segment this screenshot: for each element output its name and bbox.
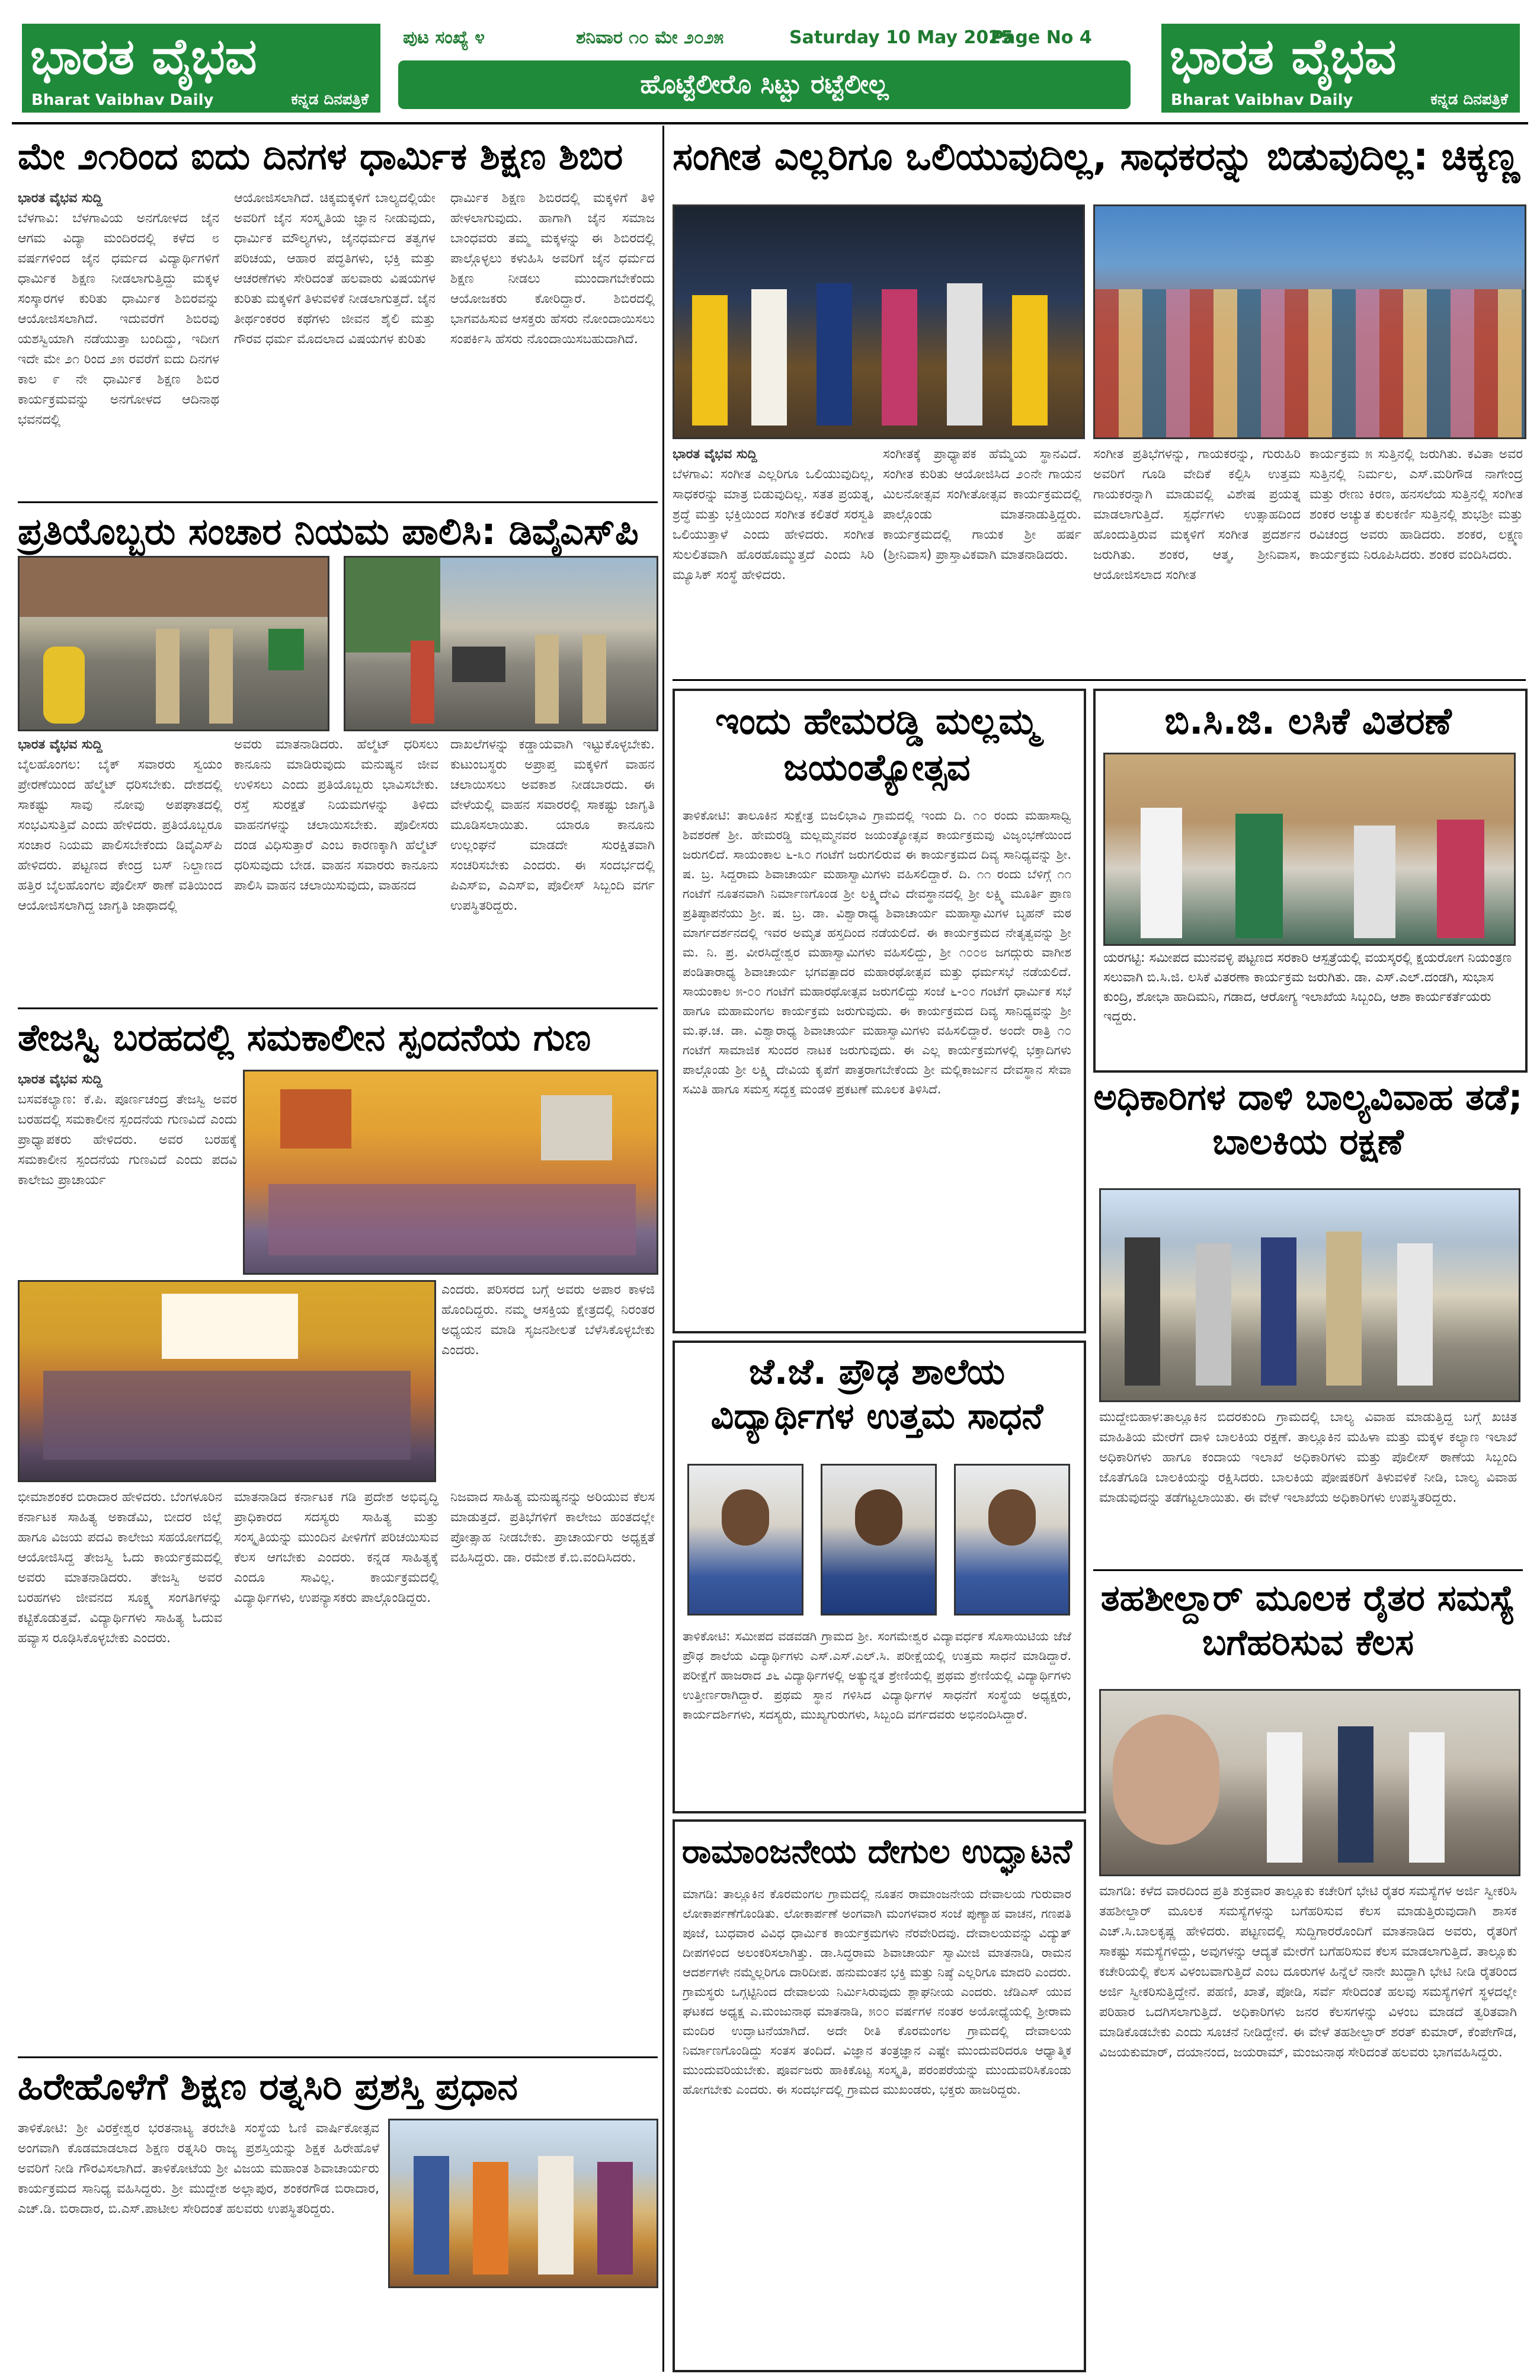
headline-bcg-vaccine: ಬಿ.ಸಿ.ಜಿ. ಲಸಿಕೆ ವಿತರಣೆ [1164, 699, 1452, 743]
article-1-col-3: ಧಾರ್ಮಿಕ ಶಿಕ್ಷಣ ಶಿಬಿರದಲ್ಲಿ ಮಕ್ಕಳಿಗೆ ತಿಳಿ ಹೇಳಲಾಗುವುದು. ಹಾಗಾಗಿ ಜೈನ ಸಮಾಜ ಬಾಂಧವರು ತಮ್ಮ ಮಕ್ಕಳನ್ನು ಈ ಶಿಬಿರದಲ್ಲಿ ಪಾಲ್ಗೊಳ್ಳಲು ಕಳುಹಿಸಿ ಅವರಿಗೆ ಜೈನ ಧರ್ಮದ ಶಿಕ್ಷಣ ನೀಡಲು ಮುಂದಾಗಬೇಕೆಂದು ಆಯೋಜಕರು ಕೋರಿದ್ದಾರೆ. ಶಿಬಿರದಲ್ಲಿ ಭಾಗವಹಿಸುವ ಆಸಕ್ತರು ಹೆಸರು ನೋಂದಾಯಿಸಲು ಸಂಪರ್ಕಿಸಿ ಹೆಸರು ನೊಂದಾಯಿಸಬಹುದಾಗಿದೆ. [450, 191, 655, 347]
masthead-logo-left [22, 24, 380, 113]
article-divider [18, 501, 658, 503]
article-4-body: ತಾಳಿಕೋಟಿ: ಶ್ರೀ ವಿರಕ್ತೇಶ್ವರ ಭರತನಾಟ್ಯ ತರಬೇತಿ ಸಂಸ್ಥೆಯ ಓಣಿ ವಾರ್ಷಿಕೋತ್ಸವ ಅಂಗವಾಗಿ ಕೊಡಮಾಡಲಾದ ಶಿಕ್ಷಣ ರತ್ನಸಿರಿ ರಾಜ್ಯ ಪ್ರಶಸ್ತಿಯನ್ನು ಶಿಕ್ಷಕ ಹಿರೇಹೊಳೆ ಅವರಿಗೆ ನೀಡಿ ಗೌರವಿಸಲಾಗಿದೆ. ತಾಳಿಕೋಟೆಯ ಶ್ರೀ ವಿಜಯ ಮಹಾಂತ ಶಿವಾಚಾರ್ಯರು ಕಾರ್ಯಕ್ರಮದ ಸಾನಿಧ್ಯ ವಹಿಸಿದ್ದರು. ಶ್ರೀ ಮುದ್ದೇಶ ಅಲ್ಲಾಪುರ, ಶಂಕರಗೌಡ ಬಿರಾದಾರ, ಎಚ್.ಡಿ. ಬಿರಾದಾರ, ಬಿ.ಎಸ್.ಪಾಟೀಲ ಸೇರಿದಂತೆ ಹಲವರು ಉಪಸ್ಥಿತರಿದ್ದರು. [18, 2121, 379, 2216]
byline: ಭಾರತ ವೈಭವ ಸುದ್ದಿ [18, 191, 103, 206]
article-divider [673, 679, 1526, 681]
logo-subtitle-en: Bharat Vaibhav Daily [1171, 91, 1353, 109]
article-10-body: ಮುದ್ದೇಬಿಹಾಳ:ತಾಲ್ಲೂಕಿನ ಬಿದರಕುಂದಿ ಗ್ರಾಮದಲ್ಲಿ ಬಾಲ್ಯ ವಿವಾಹ ಮಾಡುತ್ತಿದ್ದ ಬಗ್ಗೆ ಖಚಿತ ಮಾಹಿತಿಯ ಮೇರೆಗೆ ದಾಳಿ ಬಾಲಕಿಯ ರಕ್ಷಣೆ. ತಾಲ್ಲೂಕಿನ ಮಹಿಳಾ ಮತ್ತು ಮಕ್ಕಳ ಕಲ್ಯಾಣ ಇಲಾಖೆ ಅಧಿಕಾರಿಗಳು ಹಾಗೂ ಕಂದಾಯ ಇಲಾಖೆ ಅಧಿಕಾರಿಗಳು ಮತ್ತು ಪೊಲೀಸ್ ಠಾಣೆಯ ಸಿಬ್ಬಂದಿ ಜೊತೆಗೂಡಿ ಬಾಲಕಿಯನ್ನು ರಕ್ಷಿಸಿದರು. ಬಾಲಕಿಯ ಪೋಷಕರಿಗೆ ತಿಳುವಳಿಕೆ ನೀಡಿ, ಬಾಲ್ಯ ವಿವಾಹ ಮಾಡುವುದನ್ನು ತಡೆಗಟ್ಟಲಾಯಿತು. ಈ ವೇಳೆ ಇಲಾಖೆಯ ಅಧಿಕಾರಿಗಳು ಉಪಸ್ಥಿತರಿದ್ದರು. [1099, 1410, 1517, 1505]
headline-traffic-rules: ಪ್ರತಿಯೊಬ್ಬರು ಸಂಚಾರ ನಿಯಮ ಪಾಲಿಸಿ: ಡಿವೈಎಸ್‌ಪಿ [18, 510, 639, 553]
article-6-body: ತಾಳಿಕೋಟಿ: ತಾಲೂಕಿನ ಸುಕ್ಷೇತ್ರ ಬಿಜಲಿಭಾವಿ ಗ್ರಾಮದಲ್ಲಿ ಇಂದು ದಿ. ೧೦ ರಂದು ಮಹಾಸಾಧ್ವಿ ಶಿವಶರಣೆ ಶ್ರೀ. ಹೇಮರಡ್ಡಿ ಮಲ್ಲಮ್ಮನವರ ಜಯಂತ್ಯೋತ್ಸವ ಕಾರ್ಯಕ್ರಮವು ವಿಜೃಂಭಣೆಯಿಂದ ಜರುಗಲಿದೆ. ಸಾಯಂಕಾಲ ೬-೩೦ ಗಂಟೆಗೆ ಜರುಗಲಿರುವ ಈ ಕಾರ್ಯಕ್ರಮದ ದಿವ್ಯ ಸಾನಿಧ್ಯವನ್ನು ಶ್ರೀ. ಷ. ಬ್ರ. ಸಿದ್ದರಾಮ ಶಿವಾಚಾರ್ಯ ಮಹಾಸ್ವಾಮಿಗಳು ವಹಿಸಲಿದ್ದಾರೆ. ದಿ. ೧೧ ರಂದು ಬೆಳಿಗ್ಗೆ ೧೧ ಗಂಟೆಗೆ ನೂತನವಾಗಿ ನಿರ್ಮಾಣಗೊಂಡ ಶ್ರೀ ಲಕ್ಷ್ಮಿದೇವಿ ದೇವಸ್ಥಾನದಲ್ಲಿ ಶ್ರೀ ಲಕ್ಷ್ಮಿ ಮೂರ್ತಿ ಪ್ರಾಣ ಪ್ರತಿಷ್ಠಾಪನೆಯು ಶ್ರೀ. ಷ. ಬ್ರ. ಡಾ. ವಿಶ್ವಾರಾಧ್ಯ ಶಿವಾಚಾರ್ಯ ಮಹಾಸ್ವಾಮಿಗಳ ಬೃಹನ್ ಮಠ ಮಾರ್ಗದರ್ಶನದಲ್ಲಿ ಇವರ ಅಮೃತ ಹಸ್ತದಿಂದ ನಡೆಯಲಿದೆ. ಈ ಕಾರ್ಯಕ್ರಮದ ನೇತೃತ್ವವನ್ನು ಶ್ರೀ ಮ. ನಿ. ಪ್ರ. ವೀರಸಿದ್ದೇಶ್ವರ ಮಹಾಸ್ವಾಮಿಗಳು ವಹಿಸಲಿದ್ದು, ಶ್ರೀ ೧೦೦೮ ಜಗದ್ಗುರು ವಾಗೀಶ ಪಂಡಿತಾರಾಧ್ಯ ಶಿವಾಚಾರ್ಯ ಭಗವತ್ಪಾದರ ಮಹಾರಥೋತ್ಸವ ಮತ್ತು ಧರ್ಮಸಭೆ ನಡೆಯಲಿದೆ. ಸಾಯಂಕಾಲ ೫-೦೦ ಗಂಟೆಗೆ ಮಹಾರಥೋತ್ಸವ ಜರುಗಲಿದ್ದು ಸಂಜೆ ೬-೦೦ ಗಂಟೆಗೆ ಧಾರ್ಮಿಕ ಸಭೆ ಹಾಗೂ ಮಹಾಮಂಗಲ ಕಾರ್ಯಕ್ರಮ ಜರುಗುವುದು. ಈ ಕಾರ್ಯಕ್ರಮದ ದಿವ್ಯ ಸಾನಿಧ್ಯವನ್ನು ಶ್ರೀ ಮ.ಘ.ಚ. ಡಾ. ವಿಶ್ವಾರಾಧ್ಯ ಶಿವಾಚಾರ್ಯ ಮಹಾಸ್ವಾಮಿಗಳು ವಹಿಸಲಿದ್ದಾರೆ. ಅಂದೇ ರಾತ್ರಿ ೧೦ ಗಂಟೆಗೆ ಸಾಮಾಜಿಕ ಸುಂದರ ನಾಟಕ ಜರುಗುವುದು. ಈ ಎಲ್ಲ ಕಾರ್ಯಕ್ರಮಗಳಲ್ಲಿ ಭಕ್ತಾದಿಗಳು ಪಾಲ್ಗೊಂಡು ಶ್ರೀ ಲಕ್ಷ್ಮಿ ದೇವಿಯ ಕೃಪೆಗೆ ಪಾತ್ರರಾಗಬೇಕೆಂದು ಶ್ರೀ ಮಲ್ಲಿಕಾರ್ಜುನ ದೇವಸ್ಥಾನ ಸೇವಾ ಸಮಿತಿ ಹಾಗೂ ಸಮಸ್ತ ಸದ್ಭಕ್ತ ಮಂಡಳಿ ಪ್ರಕಟಣೆ ಮೂಲಕ ತಿಳಿಸಿದೆ. [683, 808, 1071, 1096]
traffic-awareness-photo-1 [18, 556, 329, 731]
page-info-bar [398, 24, 1131, 55]
article-5-col-1 [673, 444, 874, 723]
article-2-col-3: ದಾಖಲೆಗಳನ್ನು ಕಡ್ಡಾಯವಾಗಿ ಇಟ್ಟುಕೊಳ್ಳಬೇಕು. ಕುಟುಂಬಸ್ಥರು ಅಪ್ರಾಪ್ತ ಮಕ್ಕಳಿಗೆ ವಾಹನ ಚಲಾಯಿಸಲು ಅವಕಾಶ ನೀಡಬಾರದು. ಈ ವೇಳೆಯಲ್ಲಿ ವಾಹನ ಸವಾರರಲ್ಲಿ ಸಾಕಷ್ಟು ಜಾಗೃತಿ ಮೂಡಿಸಲಾಯಿತು. ಯಾರೂ ಕಾನೂನು ಉಲ್ಲಂಘನೆ ಮಾಡದೇ ಸುರಕ್ಷಿತವಾಗಿ ಸಂಚರಿಸಬೇಕು ಎಂದರು. ಈ ಸಂದರ್ಭದಲ್ಲಿ ಪಿಎಸ್‌ಐ, ಎಎಸ್‌ಐ, ಪೊಲೀಸ್ ಸಿಬ್ಬಂದಿ ವರ್ಗ ಉಪಸ್ಥಿತರಿದ್ದರು. [450, 737, 655, 913]
logo-title: ಭಾರತ ವೈಭವ [30, 27, 257, 85]
article-8-body: ಮಾಗಡಿ: ತಾಲ್ಲೂಕಿನ ಕೊರಮಂಗಲ ಗ್ರಾಮದಲ್ಲಿ ನೂತನ ರಾಮಾಂಜನೇಯ ದೇವಾಲಯ ಗುರುವಾರ ಲೋಕಾರ್ಪಣೆಗೊಂಡಿತು. ಲೋಕಾರ್ಪಣೆ ಅಂಗವಾಗಿ ಮಂಗಳವಾರ ಸಂಜೆ ಪುಣ್ಯಾಹ ವಾಚನ, ಗಣಪತಿ ಪೂಜೆ, ಬುಧವಾರ ವಿವಿಧ ಧಾರ್ಮಿಕ ಕಾರ್ಯಕ್ರಮಗಳು ನೆರವೇರಿದವು. ದೇವಾಲಯವನ್ನು ವಿದ್ಯುತ್ ದೀಪಗಳಿಂದ ಅಲಂಕರಿಸಲಾಗಿತ್ತು. ಡಾ.ಸಿದ್ಧರಾಮ ಶಿವಾಚಾರ್ಯ ಸ್ವಾಮೀಜಿ ಮಾತನಾಡಿ, ರಾಮನ ಆದರ್ಶಗಳೇ ನಮ್ಮೆಲ್ಲರಿಗೂ ದಾರಿದೀಪ. ಹನುಮಂತನ ಭಕ್ತಿ ಮತ್ತು ನಿಷ್ಠೆ ಎಲ್ಲರಿಗೂ ಮಾದರಿ ಎಂದರು. ಗ್ರಾಮಸ್ಥರು ಒಗ್ಗಟ್ಟಿನಿಂದ ದೇವಾಲಯ ನಿರ್ಮಿಸಿರುವುದು ಶ್ಲಾಘನೀಯ ಎಂದರು. ಜೆಡಿಎಸ್ ಯುವ ಘಟಕದ ಅಧ್ಯಕ್ಷ ಎ.ಮಂಜುನಾಥ ಮಾತನಾಡಿ, ೫೦೦ ವರ್ಷಗಳ ನಂತರ ಅಯೋಧ್ಯೆಯಲ್ಲಿ ಶ್ರೀರಾಮ ಮಂದಿರ ಉದ್ಘಾಟನೆಯಾಗಿದೆ. ಅದೇ ರೀತಿ ಕೊರಮಂಗಲ ಗ್ರಾಮದಲ್ಲಿ ದೇವಾಲಯ ನಿರ್ಮಾಣಗೊಂಡಿದ್ದು ಸಂತಸ ತಂದಿದೆ. ವಿಜ್ಞಾನ ತಂತ್ರಜ್ಞಾನ ಎಷ್ಟೇ ಮುಂದುವರಿದರೂ ಆಧ್ಯಾತ್ಮಿಕ ಮುಂದುವರಿಯಬೇಕು. ಪೂರ್ವಜರು ಹಾಕಿಕೊಟ್ಟ ಸಂಸ್ಕೃತಿ, ಪರಂಪರೆಯನ್ನು ಮುಂದುವರಿಸಿಕೊಂಡು ಹೋಗಬೇಕು ಎಂದರು. ಈ ಸಂದರ್ಭದಲ್ಲಿ ಗ್ರಾಮದ ಮುಖಂಡರು, ಭಕ್ತರು ಹಾಜರಿದ್ದರು. [683, 1887, 1071, 2097]
article-text: ಬೆಳಗಾವಿ: ಬೆಳಗಾವಿಯ ಅನಗೋಳದ ಜೈನ ಆಗಮ ವಿದ್ಯಾ ಮಂದಿರದಲ್ಲಿ ಕಳೆದ ೮ ವರ್ಷಗಳಿಂದ ಜೈನ ಧರ್ಮದ ವಿದ್ಯಾರ್ಥಿಗಳಿಗೆ ಧಾರ್ಮಿಕ ಶಿಕ್ಷಣ ನೀಡಲಾಗುತ್ತಿದ್ದು ಮಕ್ಕಳ ಸಂಸ್ಕಾರಗಳ ಕುರಿತು ಧಾರ್ಮಿಕ ಶಿಬಿರವನ್ನು ಆಯೋಜಿಸಲಾಗಿದೆ. ಇದುವರೆಗೆ ಶಿಬಿರವು ಯಶಸ್ವಿಯಾಗಿ ನಡೆಯುತ್ತಾ ಬಂದಿದ್ದು, ಇದೀಗ ಇದೇ ಮೇ ೨೧ ರಿಂದ ೨೫ ರವರೆಗೆ ಐದು ದಿನಗಳ ಕಾಲ ೯ ನೇ ಧಾರ್ಮಿಕ ಶಿಕ್ಷಣ ಶಿಬಿರ ಕಾರ್ಯಕ್ರಮವನ್ನು ಅನಗೋಳದ ಆದಿನಾಥ ಭವನದಲ್ಲಿ [18, 211, 219, 427]
music-festival-stage-photo [673, 204, 1085, 439]
article-divider [18, 1007, 658, 1009]
headline-ramanjaneya: ರಾಮಾಂಜನೇಯ ದೇಗುಲ ಉದ್ಘಾಟನೆ [681, 1832, 1072, 1871]
headline-dharmika-shibira: ಮೇ ೨೧ರಿಂದ ಐದು ದಿನಗಳ ಧಾರ್ಮಿಕ ಶಿಕ್ಷಣ ಶಿಬಿರ [18, 135, 623, 178]
slogan-band: ಹೊಟ್ಟೆಲೀರೊ ಸಿಟ್ಟು ರಟ್ಟೆಲೀಲ್ಲ [398, 60, 1131, 109]
article-2-col-2: ಅವರು ಮಾತನಾಡಿದರು. ಹೆಲ್ಮೆಟ್ ಧರಿಸಲು ಕಾನೂನು ಮಾಡಿರುವುದು ಮನುಷ್ಯನ ಜೀವ ಉಳಿಸಲು ಎಂದು ಪ್ರತಿಯೊಬ್ಬರು ಭಾವಿಸಬೇಕು. ರಸ್ತೆ ಸುರಕ್ಷತೆ ನಿಯಮಗಳನ್ನು ತಿಳಿದು ವಾಹನಗಳನ್ನು ಚಲಾಯಿಸಬೇಕು. ಪೊಲೀಸರು ದಂಡ ವಿಧಿಸುತ್ತಾರೆ ಎಂಬ ಕಾರಣಕ್ಕಾಗಿ ಹೆಲ್ಮೆಟ್ ಧರಿಸುವುದು ಬೇಡ. ವಾಹನ ಸವಾರರು ಕಾನೂನು ಪಾಲಿಸಿ ವಾಹನ ಚಲಾಯಿಸುವುದು, ವಾಹನದ [234, 737, 438, 893]
headline-jj-school: ಜೆ.ಜೆ. ಪ್ರೌಢ ಶಾಲೆಯ ವಿದ್ಯಾರ್ಥಿಗಳ ಉತ್ತಮ ಸಾಧನೆ [710, 1351, 1043, 1437]
article-5-col-4: ಕಾರ್ಯಕ್ರಮ ೫ ಸುತ್ತಿನಲ್ಲಿ ಜರುಗಿತು. ಕವಿತಾ ಅವರ ಸುತ್ತಿನಲ್ಲಿ ನಿರ್ಮಲ, ಎಸ್.ಮರಿಗೌಡ ನಾಗೇಂದ್ರ ಮತ್ತು ರೇಣು ಕಿರಣ, ಹನಸಲೆಯ ಸುತ್ತಿನಲ್ಲಿ ಸಂಗೀತ ಶಂಕರ ಅಚ್ಯುತ ಕುಲಕರ್ಣಿ ಸುತ್ತಿನಲ್ಲಿ ಶುಭಶ್ರೀ ಮತ್ತು ರವಿಚಂದ್ರ ಅವರು ಹಾಡಿದರು. ಶಂಕರ, ಲಕ್ಷ್ಮಣ ಕಾರ್ಯಕ್ರಮ ನಿರೂಪಿಸಿದರು. ಶಂಕರ ವಂದಿಸಿದರು. [1310, 447, 1523, 562]
masthead-divider [12, 122, 1528, 124]
tahsildar-meeting-photo [1099, 1689, 1520, 1876]
article-1-col-1 [18, 188, 219, 497]
headline-tejasvi: ತೇಜಸ್ವಿ ಬರಹದಲ್ಲಿ ಸಮಕಾಲೀನ ಸ್ಪಂದನೆಯ ಗುಣ [18, 1016, 591, 1059]
byline: ಭಾರತ ವೈಭವ ಸುದ್ದಿ [18, 737, 103, 752]
article-2-col-1 [18, 735, 222, 990]
music-festival-group-photo [1093, 204, 1526, 439]
student-photo-3 [954, 1464, 1070, 1616]
masthead [0, 0, 1540, 119]
masthead-logo-right [1161, 24, 1520, 113]
article-divider [1093, 1569, 1523, 1571]
article-3-col-right: ಎಂದರು. ಪರಿಸರದ ಬಗ್ಗೆ ಅವರು ಅಪಾರ ಕಾಳಜಿ ಹೊಂದಿದ್ದರು. ನಮ್ಮ ಆಸಕ್ತಿಯ ಕ್ಷೇತ್ರದಲ್ಲಿ ನಿರಂತರ ಅಧ್ಯಯನ ಮಾಡಿ ಸೃಜನಶೀಲತೆ ಬೆಳೆಸಿಕೊಳ್ಳಬೇಕು ಎಂದರು. [441, 1282, 655, 1358]
column-divider [662, 126, 664, 2372]
award-ceremony-photo [388, 2119, 658, 2288]
article-3-col-3: ನಿಜವಾದ ಸಾಹಿತ್ಯ ಮನುಷ್ಯನನ್ನು ಅರಿಯುವ ಕೆಲಸ ಮಾಡುತ್ತದೆ. ಪ್ರತಿಭೆಗಳಿಗೆ ಕಾಲೇಜು ಹಂತದಲ್ಲೇ ಪ್ರೋತ್ಸಾಹ ನೀಡಬೇಕು. ಪ್ರಾಚಾರ್ಯರು ಅಧ್ಯಕ್ಷತೆ ವಹಿಸಿದ್ದರು. ಡಾ. ರಮೇಶ ಕೆ.ಬಿ.ವಂದಿಸಿದರು. [450, 1490, 655, 1565]
article-11-body: ಮಾಗಡಿ: ಕಳೆದ ವಾರದಿಂದ ಪ್ರತಿ ಶುಕ್ರವಾರ ತಾಲ್ಲೂಕು ಕಚೇರಿಗೆ ಭೇಟಿ ರೈತರ ಸಮಸ್ಯೆಗಳ ಅರ್ಜಿ ಸ್ವೀಕರಿಸಿ ತಹಶೀಲ್ದಾರ್ ಮೂಲಕ ಸಮಸ್ಯೆಗಳನ್ನು ಬಗೆಹರಿಸುವ ಕೆಲಸ ಮಾಡುತ್ತಿರುವುದಾಗಿ ಶಾಸಕ ಎಚ್.ಸಿ.ಬಾಲಕೃಷ್ಣ ಹೇಳಿದರು. ಪಟ್ಟಣದಲ್ಲಿ ಸುದ್ದಿಗಾರರೊಂದಿಗೆ ಮಾತನಾಡಿದ ಅವರು, ರೈತರಿಗೆ ಸಾಕಷ್ಟು ಸಮಸ್ಯೆಗಳಿದ್ದು, ಅವುಗಳನ್ನು ಆದ್ಯತೆ ಮೇರೆಗೆ ಬಗೆಹರಿಸುವ ಕೆಲಸ ಮಾಡಲಾಗುತ್ತಿದೆ. ತಾಲ್ಲೂಕು ಕಚೇರಿಯಲ್ಲಿ ಕೆಲಸ ವಿಳಂಬವಾಗುತ್ತಿದೆ ಎಂಬ ದೂರುಗಳ ಹಿನ್ನೆಲೆ ನಾನೇ ಖುದ್ದಾಗಿ ಭೇಟಿ ನೀಡಿ ರೈತರಿಂದ ಅರ್ಜಿ ಸ್ವೀಕರಿಸುತ್ತಿದ್ದೇನೆ. ಪಹಣಿ, ಖಾತೆ, ಪೋಡಿ, ಸರ್ವೆ ಸೇರಿದಂತೆ ಹಲವು ಸಮಸ್ಯೆಗಳಿಗೆ ಸ್ಥಳದಲ್ಲೇ ಪರಿಹಾರ ಒದಗಿಸಲಾಗುತ್ತಿದೆ. ಅಧಿಕಾರಿಗಳು ಜನರ ಕೆಲಸಗಳನ್ನು ವಿಳಂಬ ಮಾಡದೆ ತ್ವರಿತವಾಗಿ ಮಾಡಿಕೊಡಬೇಕು ಎಂದು ಸೂಚನೆ ನೀಡಿದ್ದೇನೆ. ಈ ವೇಳೆ ತಹಶೀಲ್ದಾರ್ ಶರತ್ ಕುಮಾರ್, ಕೆಂಪೇಗೌಡ, ವಿಜಯಕುಮಾರ್, ದಯಾನಂದ, ಜಯರಾಮ್, ಮಂಜುನಾಥ ಸೇರಿದಂತೆ ಹಲವರು ಭಾಗವಹಿಸಿದ್ದರು. [1099, 1884, 1517, 2060]
article-1-col-2: ಆಯೋಜಿಸಲಾಗಿದೆ. ಚಿಕ್ಕಮಕ್ಕಳಿಗೆ ಬಾಲ್ಯದಲ್ಲಿಯೇ ಅವರಿಗೆ ಜೈನ ಸಂಸ್ಕೃತಿಯ ಜ್ಞಾನ ನೀಡುವುದು, ಧಾರ್ಮಿಕ ಮೌಲ್ಯಗಳು, ಜೈನಧರ್ಮದ ತತ್ವಗಳ ಪರಿಚಯ, ಆಹಾರ ಪದ್ಧತಿಗಳು, ಭಕ್ತಿ ಮತ್ತು ಆಚರಣೆಗಳು ಸೇರಿದಂತೆ ಹಲವಾರು ವಿಷಯಗಳ ಕುರಿತು ಮಕ್ಕಳಿಗೆ ತಿಳುವಳಿಕೆ ನೀಡಲಾಗುತ್ತದೆ. ಜೈನ ತೀರ್ಥಂಕರರ ಕಥೆಗಳು ಜೀವನ ಶೈಲಿ ಮತ್ತು ಗೌರವ ಧರ್ಮ ಮೊದಲಾದ ವಿಷಯಗಳ ಕುರಿತು [234, 191, 436, 347]
byline: ಭಾರತ ವೈಭವ ಸುದ್ದಿ [673, 447, 757, 462]
article-text: ಬೈಲಹೊಂಗಲ: ಬೈಕ್ ಸವಾರರು ಸ್ವಯಂ ಪ್ರೇರಣೆಯಿಂದ ಹೆಲ್ಮೆಟ್ ಧರಿಸಬೇಕು. ದೇಶದಲ್ಲಿ ಸಾಕಷ್ಟು ಸಾವು ನೋವು ಅಪಘಾತದಲ್ಲಿ ಸಂಭವಿಸುತ್ತಿವೆ ಎಂದು ಹೇಳಿದರು. ಪ್ರತಿಯೊಬ್ಬರೂ ಸಂಚಾರ ನಿಯಮ ಪಾಲಿಸಬೇಕೆಂದು ಡಿವೈಎಸ್‌ಪಿ ಹೇಳಿದರು. ಪಟ್ಟಣದ ಕೇಂದ್ರ ಬಸ್ ನಿಲ್ದಾಣದ ಹತ್ತಿರ ಬೈಲಹೊಂಗಲ ಪೊಲೀಸ್ ಠಾಣೆ ವತಿಯಿಂದ ಆಯೋಜಿಸಲಾಗಿದ್ದ ಜಾಗೃತಿ ಜಾಥಾದಲ್ಲಿ [18, 757, 222, 913]
bcg-vaccination-photo [1103, 753, 1516, 946]
article-5-col-2: ಸಂಗೀತಕ್ಕೆ ಪ್ರಾಧ್ಯಾಪಕ ಹೆಮ್ಮೆಯ ಸ್ಥಾನವಿದೆ. ಸಂಗೀತ ಕುರಿತು ಆಯೋಜಿಸಿದ ೨೦ನೇ ಗಾಯನ ಮಿಲನೋತ್ಸವ ಸಂಗೀತೋತ್ಸವ ಕಾರ್ಯಕ್ರಮದಲ್ಲಿ ಪಾಲ್ಗೊಂಡು ಮಾತನಾಡುತ್ತಿದ್ದರು. ಕಾರ್ಯಕ್ರಮದಲ್ಲಿ ಗಾಯಕ ಶ್ರೀ ಹರ್ಷ (ಶ್ರೀನಿವಾಸ) ಪ್ರಾಸ್ತಾವಿಕವಾಗಿ ಮಾತನಾಡಿದರು. [883, 447, 1081, 562]
tejasvi-event-photo-1 [243, 1070, 658, 1275]
article-3-col-2: ಮಾತನಾಡಿದ ಕರ್ನಾಟಕ ಗಡಿ ಪ್ರದೇಶ ಅಭಿವೃದ್ಧಿ ಪ್ರಾಧಿಕಾರದ ಸದಸ್ಯರು ಸಾಹಿತ್ಯ ಮತ್ತು ಸಂಸ್ಕೃತಿಯನ್ನು ಮುಂದಿನ ಪೀಳಿಗೆಗೆ ಪರಿಚಯಿಸುವ ಕೆಲಸ ಆಗಬೇಕು ಎಂದರು. ಕನ್ನಡ ಸಾಹಿತ್ಯಕ್ಕೆ ಎಂದೂ ಸಾವಿಲ್ಲ. ಕಾರ್ಯಕ್ರಮದಲ್ಲಿ ವಿದ್ಯಾರ್ಥಿಗಳು, ಉಪನ್ಯಾಸಕರು ಪಾಲ್ಗೊಂಡಿದ್ದರು. [234, 1490, 438, 1605]
headline-sangeeta: ಸಂಗೀತ ಎಲ್ಲರಿಗೂ ಒಲಿಯುವುದಿಲ್ಲ, ಸಾಧಕರನ್ನು ಬಿಡುವುದಿಲ್ಲ: ಚಿಕ್ಕಣ್ಣ [673, 135, 1520, 179]
headline-tahsildar: ತಹಶೀಲ್ದಾರ್ ಮೂಲಕ ರೈತರ ಸಮಸ್ಯೆ ಬಗೆಹರಿಸುವ ಕೆಲಸ [1100, 1578, 1516, 1664]
article-text: ಬಸವಕಲ್ಯಾಣ: ಕೆ.ಪಿ. ಪೂರ್ಣಚಂದ್ರ ತೇಜಸ್ವಿ ಅವರ ಬರಹದಲ್ಲಿ ಸಮಕಾಲೀನ ಸ್ಪಂದನೆಯ ಗುಣವಿದೆ ಎಂದು ಪ್ರಾಧ್ಯಾಪಕರು ಹೇಳಿದರು. ಅವರ ಬರಹಕ್ಕೆ ಸಮಕಾಲೀನ ಸ್ಪಂದನೆಯ ಗುಣವಿದೆ ಎಂದು ಪದವಿ ಕಾಲೇಜು ಪ್ರಾಚಾರ್ಯ [18, 1092, 237, 1188]
logo-subtitle-en: Bharat Vaibhav Daily [31, 91, 214, 109]
article-3-col-1: ಭೀಮಾಶಂಕರ ಬಿರಾದಾರ ಹೇಳಿದರು. ಬೆಂಗಳೂರಿನ ಕರ್ನಾಟಕ ಸಾಹಿತ್ಯ ಅಕಾಡೆಮಿ, ಬೀದರ ಜಿಲ್ಲೆ ಹಾಗೂ ವಿಜಯ ಪದವಿ ಕಾಲೇಜು ಸಹಯೋಗದಲ್ಲಿ ಆಯೋಜಿಸಿದ್ದ ತೇಜಸ್ವಿ ಓದು ಕಾರ್ಯಕ್ರಮದಲ್ಲಿ ಅವರು ಮಾತನಾಡಿದರು. ತೇಜಸ್ವಿ ಅವರ ಬರಹಗಳು ಜೀವನದ ಸೂಕ್ಷ್ಮ ಸಂಗತಿಗಳನ್ನು ಕಟ್ಟಿಕೊಡುತ್ತವೆ. ವಿದ್ಯಾರ್ಥಿಗಳು ಸಾಹಿತ್ಯ ಓದುವ ಹವ್ಯಾಸ ರೂಢಿಸಿಕೊಳ್ಳಬೇಕು ಎಂದರು. [18, 1490, 222, 1646]
article-3-intro [18, 1070, 237, 1271]
page-number-kn: ಪುಟ ಸಂಖ್ಯೆ ೪ [403, 27, 485, 48]
headline-child-marriage: ಅಧಿಕಾರಿಗಳ ದಾಳಿ ಬಾಲ್ಯವಿವಾಹ ತಡೆ; ಬಾಲಕಿಯ ರಕ್ಷಣೆ [1093, 1077, 1523, 1163]
student-photo-2 [821, 1464, 937, 1616]
logo-subtitle-kn: ಕನ್ನಡ ದಿನಪತ್ರಿಕೆ [1430, 91, 1508, 108]
tejasvi-event-photo-2 [18, 1280, 436, 1482]
date-kn: ಶನಿವಾರ ೧೦ ಮೇ ೨೦೨೫ [576, 27, 724, 48]
article-5-col-3: ಸಂಗೀತ ಪ್ರತಿಭೆಗಳನ್ನು, ಗಾಯಕರನ್ನು, ಗುರುಹಿರಿ ಅವರಿಗೆ ಗೂಡಿ ವೇದಿಕೆ ಕಲ್ಪಿಸಿ ಉತ್ತಮ ಗಾಯಕರನ್ನಾಗಿ ಮಾಡುವಲ್ಲಿ ವಿಶೇಷ ಪ್ರಯತ್ನ ಮಾಡಲಾಗುತ್ತಿದೆ. ಸ್ಪರ್ಧೆಗಳು ಉತ್ಸಾಹದಿಂದ ಹೊಂದುತ್ತಿರುವ ಮಕ್ಕಳಿಗೆ ಸಂಗೀತ ಪ್ರದರ್ಶನ ಜರುಗಿತು. ಶಂಕರ, ಆತ್ಮ, ಶ್ರೀನಿವಾಸ, ಆಯೋಜಿಸಲಾದ ಸಂಗೀತ [1093, 447, 1301, 583]
logo-title: ಭಾರತ ವೈಭವ [1170, 27, 1397, 85]
byline: ಭಾರತ ವೈಭವ ಸುದ್ದಿ [18, 1072, 103, 1087]
article-7-body: ತಾಳಿಕೋಟಿ: ಸಮೀಪದ ವಡವಡಗಿ ಗ್ರಾಮದ ಶ್ರೀ. ಸಂಗಮೇಶ್ವರ ವಿದ್ಯಾವರ್ಧಕ ಸೊಸಾಯಿಟಿಯ ಜೆಜೆ ಪ್ರೌಢ ಶಾಲೆಯ ವಿದ್ಯಾರ್ಥಿಗಳು ಎಸ್.ಎಸ್.ಎಲ್.ಸಿ. ಪರೀಕ್ಷೆಯಲ್ಲಿ ಉತ್ತಮ ಸಾಧನೆ ಮಾಡಿದ್ದಾರೆ. ಪರೀಕ್ಷೆಗೆ ಹಾಜರಾದ ೨೬ ವಿದ್ಯಾರ್ಥಿಗಳಲ್ಲಿ ಅತ್ಯುನ್ನತ ಶ್ರೇಣಿಯಲ್ಲಿ ಪ್ರಥಮ ಶ್ರೇಣಿಯಲ್ಲಿ ವಿದ್ಯಾರ್ಥಿಗಳು ಉತ್ತೀರ್ಣರಾಗಿದ್ದಾರೆ. ಪ್ರಥಮ ಸ್ಥಾನ ಗಳಿಸಿದ ವಿದ್ಯಾರ್ಥಿಗಳ ಸಾಧನೆಗೆ ಸಂಸ್ಥೆಯ ಅಧ್ಯಕ್ಷರು, ಕಾರ್ಯದರ್ಶಿಗಳು, ಸದಸ್ಯರು, ಮುಖ್ಯಗುರುಗಳು, ಸಿಬ್ಬಂದಿ ವರ್ಗದವರು ಅಭಿನಂದಿಸಿದ್ದಾರೆ. [683, 1629, 1071, 1722]
headline-shikshana-ratnasiri: ಹಿರೇಹೊಳೆಗೆ ಶಿಕ್ಷಣ ರತ್ನಸಿರಿ ಪ್ರಶಸ್ತಿ ಪ್ರಧಾನ [18, 2065, 518, 2108]
page-number-en: Page No 4 [991, 27, 1092, 48]
article-text: ಬೆಳಗಾವಿ: ಸಂಗೀತ ಎಲ್ಲರಿಗೂ ಒಲಿಯುವುದಿಲ್ಲ, ಸಾಧಕರನ್ನು ಮಾತ್ರ ಬಿಡುವುದಿಲ್ಲ. ಸತತ ಪ್ರಯತ್ನ, ಶ್ರದ್ಧೆ ಮತ್ತು ಭಕ್ತಿಯಿಂದ ಸಂಗೀತ ಕಲಿತರೆ ಸರಸ್ವತಿ ಒಲಿಯುತ್ತಾಳೆ ಎಂದು ಹೇಳಿದರು. ಸಂಗೀತ ಸುಲಲಿತವಾಗಿ ಹೊರಹೊಮ್ಮುತ್ತದೆ ಎಂದು ಸಿರಿ ಮ್ಯೂಸಿಕ್ ಸಂಸ್ಥೆ ಹೇಳಿದರು. [673, 467, 874, 583]
headline-hemareddy-mallamma: ಇಂದು ಹೇಮರಡ್ಡಿ ಮಲ್ಲಮ್ಮ ಜಯಂತ್ಯೋತ್ಸವ [715, 699, 1039, 789]
bcg-caption: ಯರಗಟ್ಟಿ: ಸಮೀಪದ ಮುನವಳ್ಳಿ ಪಟ್ಟಣದ ಸರಕಾರಿ ಆಸ್ಪತ್ರೆಯಲ್ಲಿ ವಯಸ್ಕರಲ್ಲಿ ಕ್ಷಯರೋಗ ನಿಯಂತ್ರಣ ಸಲುವಾಗಿ ಬಿ.ಸಿ.ಜಿ. ಲಸಿಕೆ ವಿತರಣಾ ಕಾರ್ಯಕ್ರಮ ಜರುಗಿತು. ಡಾ. ಎಸ್.ಎಲ್.ದಂಡಗಿ, ಸುಭಾಸ ಕುಂದ್ರಿ, ಶೋಭಾ ಹಾದಿಮನಿ, ಗಡಾದ, ಆರೋಗ್ಯ ಇಲಾಖೆಯ ಸಿಬ್ಬಂದಿ, ಆಶಾ ಕಾರ್ಯಕರ್ತೆಯರು ಇದ್ದರು. [1103, 951, 1512, 1024]
date-en: Saturday 10 May 2025 [789, 27, 1014, 48]
article-divider [18, 2056, 658, 2058]
student-photo-1 [687, 1464, 803, 1616]
child-marriage-raid-photo [1099, 1188, 1520, 1402]
traffic-awareness-photo-2 [344, 556, 658, 731]
logo-subtitle-kn: ಕನ್ನಡ ದಿನಪತ್ರಿಕೆ [291, 91, 369, 108]
